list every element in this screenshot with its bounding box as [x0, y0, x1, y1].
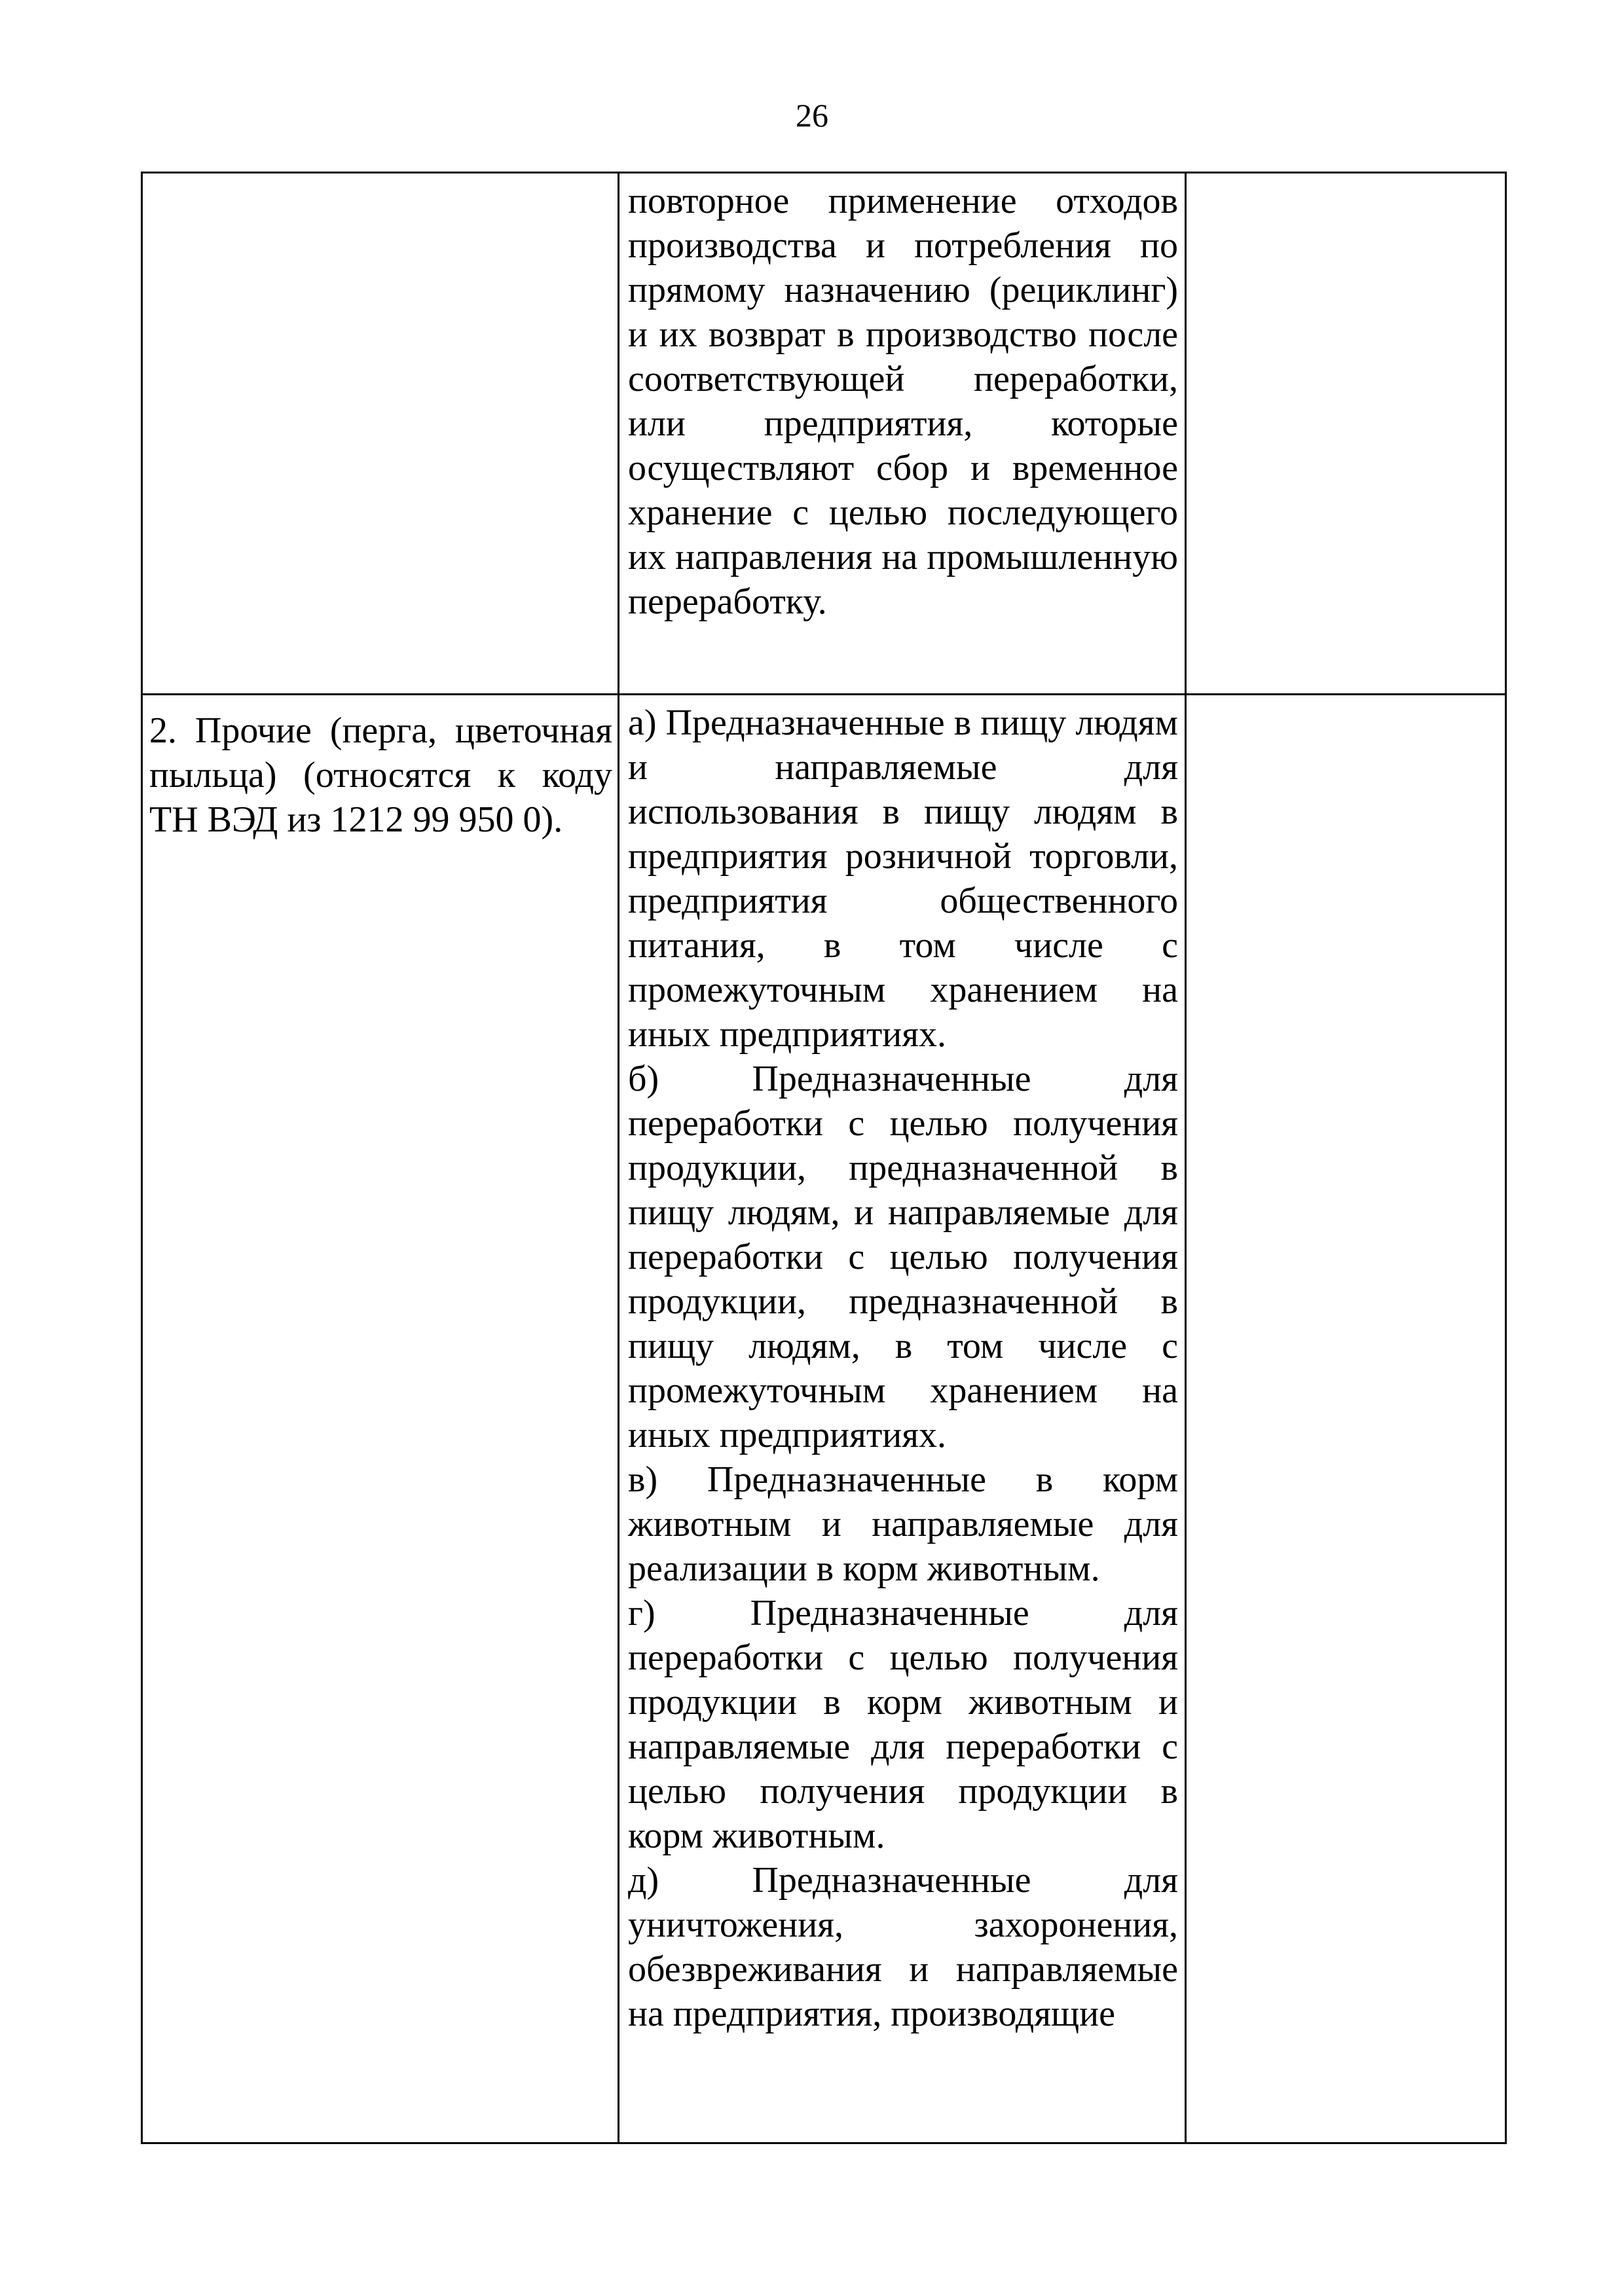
purpose-paragraph-g: г) Предназначенные для переработки с целью получения продукции в корм животным и направляемые для переработки с целью получения продукции в корм животным.	[628, 1593, 1178, 1856]
purpose-paragraph-v: в) Предназначенные в корм животным и направляемые для реализации в корм животным.	[628, 1459, 1178, 1589]
regulation-table	[141, 172, 1507, 2144]
product-text	[143, 173, 618, 187]
notes-text	[1187, 173, 1505, 185]
purpose-paragraph-d: д) Предназначенные для уничтожения, захоронения, обезвреживания и направляемые на предприятия, производящие	[628, 1860, 1178, 2034]
page-number: 26	[796, 97, 828, 134]
table-cell-product	[142, 695, 619, 2143]
table-cell-notes	[1186, 695, 1506, 2143]
table-row	[142, 695, 1506, 2143]
purpose-paragraph: повторное применение отходов производства и потребления по прямому назначению (рециклинг) и их возврат в производство после соответствующей переработки, или предприятия, которые осуществляют сбор и временное хранение с целью последующего их направления на промышленную переработку.	[628, 181, 1178, 622]
table-cell-notes	[1186, 173, 1506, 695]
table-cell-product	[142, 173, 619, 695]
table-cell-purpose	[619, 695, 1186, 2143]
purpose-paragraph-a: а) Предназначенные в пищу людям и направляемые для использования в пищу людям в предприятия розничной торговли, предприятия общественного питания, в том числе с промежуточным хранением на иных предприятиях.	[628, 702, 1178, 1055]
purpose-paragraph-b: б) Предназначенные для переработки с целью получения продукции, предназначенной в пищу людям, и направляемые для переработки с целью получения продукции, предназначенной в пищу людям, в том числе с промежуточным хранением на иных предприятиях.	[628, 1059, 1178, 1455]
table-cell-purpose	[619, 173, 1186, 695]
product-text: 2. Прочие (перга, цветочная пыльца) (относятся к коду ТН ВЭД из 1212 99 950 0).	[149, 710, 612, 840]
table-row	[142, 173, 1506, 695]
notes-text	[1187, 695, 1505, 707]
